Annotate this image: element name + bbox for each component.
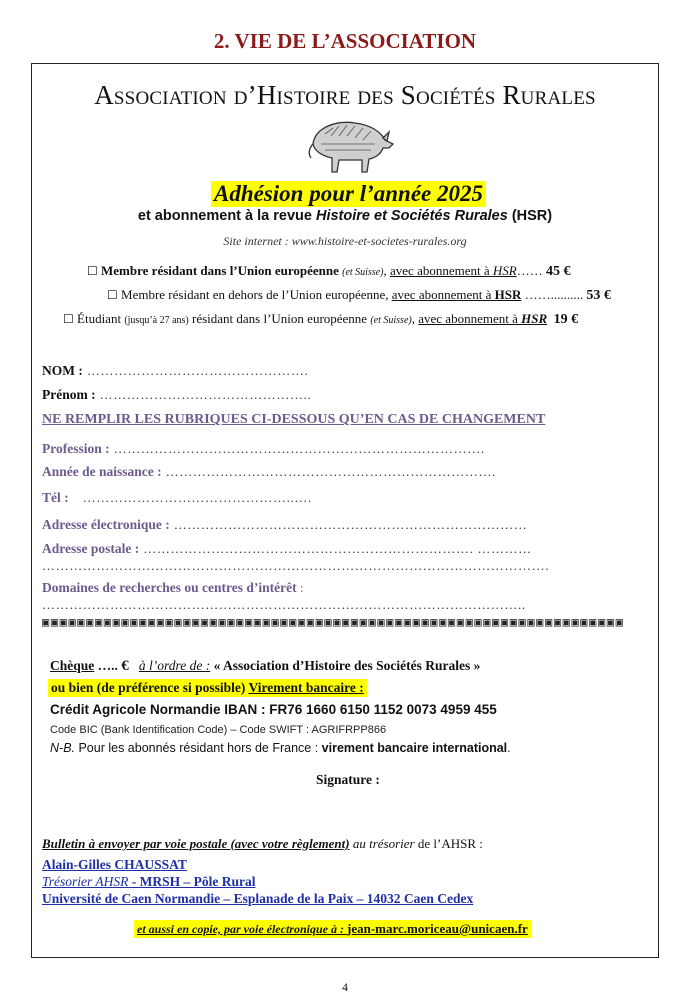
change-notice: NE REMPLIR LES RUBRIQUES CI-DESSOUS QU’EN CAS DE CHANGEMENT	[42, 412, 546, 427]
email-label: Adresse électronique :	[42, 517, 170, 532]
checkbox-non-eu-member[interactable]: ☐	[107, 288, 118, 302]
email-field[interactable]	[42, 516, 527, 534]
option-comma: ,	[383, 263, 391, 278]
nb-text: Pour les abonnés résidant hors de France :	[75, 741, 322, 755]
euro-sign: €	[121, 658, 129, 674]
signature-label: Signature :	[316, 772, 380, 787]
option-price: 53 €	[586, 288, 611, 303]
option-eu-member[interactable]	[87, 263, 570, 280]
subscription-prefix: et abonnement à la revue	[137, 208, 316, 224]
or-else: ou bien (de préférence si possible)	[51, 680, 249, 695]
postal-label: Adresse postale :	[42, 541, 140, 556]
profession-field[interactable]	[42, 440, 485, 458]
nom-field[interactable]	[42, 362, 308, 380]
decorative-separator: ▣▣▣▣▣▣▣▣▣▣▣▣▣▣▣▣▣▣▣▣▣▣▣▣▣▣▣▣▣▣▣▣▣▣▣▣▣▣▣▣▣▣▣▣▣▣▣▣▣▣▣▣▣▣▣▣▣▣▣▣▣▣▣▣▣▣	[42, 615, 625, 629]
tel-label: Tél :	[42, 490, 69, 505]
profession-dots[interactable]: ……………………………………………………………………….	[113, 441, 485, 456]
copy-email[interactable]: jean-marc.moriceau@unicaen.fr	[346, 921, 528, 936]
email-dots[interactable]: ……………………………………………………………………	[173, 517, 528, 532]
nom-label: NOM :	[42, 363, 83, 378]
of-ahsr: de l’AHSR :	[414, 836, 483, 851]
nb-line	[50, 741, 511, 755]
naissance-label: Année de naissance :	[42, 464, 162, 479]
transfer-line	[48, 679, 367, 697]
iban-line: Crédit Agricole Normandie IBAN : FR76 1660 6150 1152 0073 4959 455	[50, 702, 497, 717]
option-price: 45 €	[545, 264, 571, 279]
nom-dots[interactable]: ………………………………………….	[86, 363, 309, 378]
domaines-label: Domaines de recherches ou centres d’intérêt	[42, 580, 297, 595]
postal-line-2[interactable]: ………………………………………………………………………………………………….	[42, 558, 550, 573]
prenom-label: Prénom :	[42, 387, 96, 402]
option-text: Membre résidant en dehors de l’Union européenne,	[117, 287, 392, 302]
option-dots: ……..........	[521, 287, 587, 302]
order-of: à l’ordre de :	[138, 658, 211, 673]
domaines-colon: :	[296, 580, 304, 595]
boar-logo	[305, 114, 395, 176]
option-age-note: (jusqu’à 27 ans)	[124, 315, 189, 326]
treasurer-address[interactable]: Université de Caen Normandie – Esplanade de la Paix – 14032 Caen Cedex	[42, 891, 474, 906]
page-number: 4	[342, 980, 348, 994]
option-non-eu-member[interactable]	[107, 287, 611, 304]
payee: « Association d’Histoire des Sociétés Rurales »	[210, 658, 481, 673]
option-comma: ,	[411, 311, 419, 326]
prenom-field[interactable]	[42, 386, 311, 404]
association-name	[0, 80, 690, 111]
option-note: (et Suisse)	[370, 315, 412, 326]
cheque-line	[50, 658, 480, 675]
transfer-label: Virement bancaire :	[248, 680, 364, 695]
to-treasurer: au trésorier	[349, 836, 415, 851]
copy-email-line	[134, 920, 531, 938]
nb-label: N-B.	[50, 741, 75, 755]
option-price: 19 €	[553, 312, 579, 327]
domaines-line[interactable]: ……………………………………………………………………………………………..	[42, 597, 526, 612]
copy-note: et aussi en copie, par voie électronique à :	[137, 922, 347, 936]
option-text: Étudiant	[73, 311, 125, 326]
cheque-label: Chèque	[50, 658, 95, 673]
mailing-instruction	[42, 836, 483, 852]
tel-dots[interactable]: ………………………………………..….	[82, 490, 312, 505]
option-sub: avec abonnement à HSR	[390, 263, 517, 278]
subscription-line	[0, 208, 690, 224]
adhesion-title: Adhésion pour l’année 2025	[211, 181, 486, 207]
mailing-instruction-text: Bulletin à envoyer par voie postale (avec votre règlement)	[42, 836, 350, 851]
checkbox-student[interactable]: ☐	[63, 312, 74, 326]
tel-field[interactable]	[42, 489, 312, 507]
option-sub: avec abonnement à HSR	[391, 287, 522, 302]
option-text-2: résidant dans l’Union européenne	[188, 311, 371, 326]
naissance-dots[interactable]: ……………………………………………………………….	[165, 464, 496, 479]
treasurer-name[interactable]: Alain-Gilles CHAUSSAT	[42, 857, 187, 872]
prenom-dots[interactable]: ………………………………………..	[99, 387, 312, 402]
option-text: Membre résidant dans l’Union européenne	[97, 263, 343, 278]
nb-bold: virement bancaire international	[321, 741, 508, 755]
journal-name: Histoire et Sociétés Rurales	[315, 208, 508, 224]
cheque-dots: …..	[94, 658, 122, 673]
website-line: Site internet : www.histoire-et-societes-rurales.org	[223, 234, 467, 248]
option-note: (et Suisse)	[342, 267, 384, 278]
treasurer-role[interactable]	[42, 874, 256, 890]
postal-field[interactable]	[42, 540, 532, 558]
profession-label: Profession :	[42, 441, 110, 456]
journal-abbrev: (HSR)	[507, 208, 553, 224]
postal-dots[interactable]: ………………………………………………………………. …………	[143, 541, 532, 556]
treasurer-role-title: Trésorier AHSR	[42, 874, 129, 889]
option-dots: ……	[516, 263, 546, 278]
option-sub: avec abonnement à HSR	[418, 311, 548, 326]
checkbox-eu-member[interactable]: ☐	[87, 264, 98, 278]
nb-end: .	[507, 741, 511, 755]
section-title: 2. VIE DE L’ASSOCIATION	[213, 29, 477, 53]
bic-line: Code BIC (Bank Identification Code) – Code SWIFT : AGRIFRPP866	[50, 724, 387, 736]
domaines-field	[42, 579, 303, 597]
treasurer-role-rest: - MRSH – Pôle Rural	[128, 874, 256, 889]
association-name-text: Association d’Histoire des Sociétés Rurales	[94, 80, 596, 110]
option-student[interactable]	[63, 311, 578, 328]
naissance-field[interactable]	[42, 463, 496, 481]
